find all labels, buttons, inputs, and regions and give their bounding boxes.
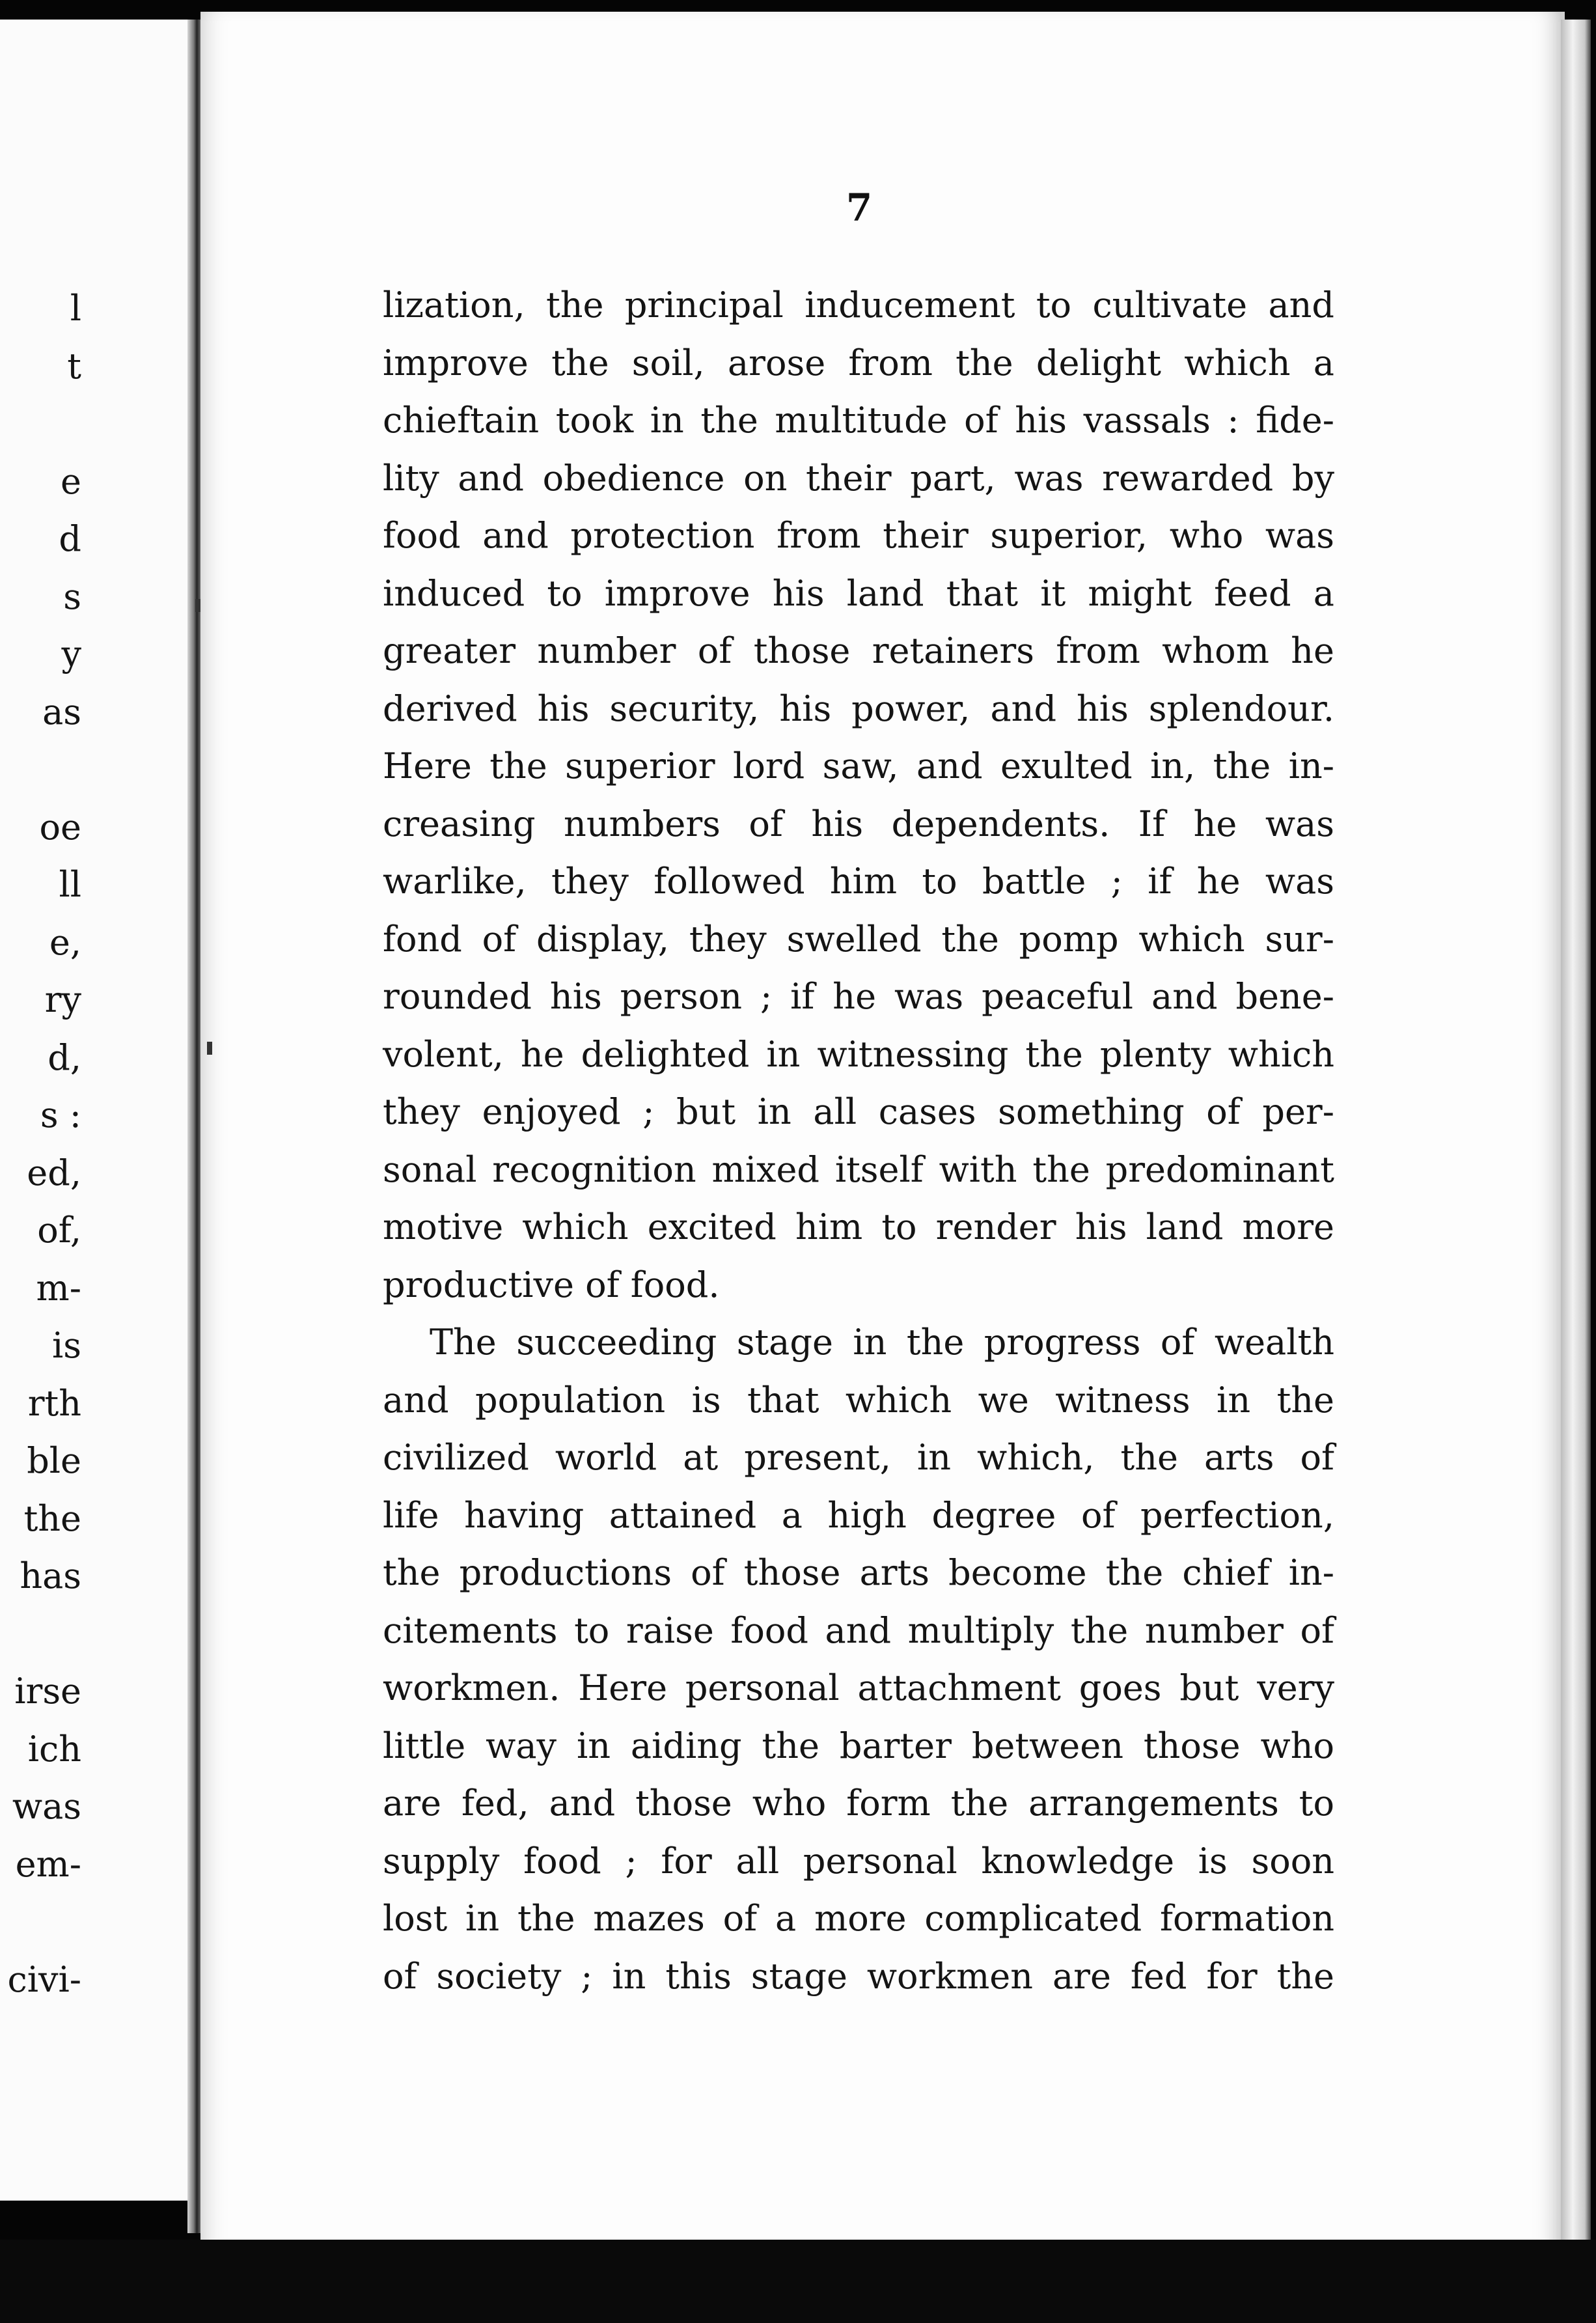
left-fragment: ll	[59, 864, 81, 905]
left-fragment: e,	[49, 921, 81, 963]
scan-bottom-border	[0, 2240, 1596, 2323]
text-line: motive which excited him to render his land more	[383, 1206, 1334, 1247]
left-fragment: m-	[36, 1267, 81, 1309]
left-fragment: has	[20, 1555, 81, 1596]
left-fragment: civi-	[7, 1958, 81, 2000]
text-line: greater number of those retainers from whom he	[383, 630, 1334, 671]
text-line: sonal recognition mixed itself with the predominant	[383, 1148, 1334, 1190]
left-fragment-gap	[0, 1893, 195, 1951]
text-line: warlike, they followed him to battle ; if he was	[383, 861, 1334, 902]
text-line: lity and obedience on their part, was rewarded by	[383, 457, 1334, 499]
left-page-fragments	[0, 280, 195, 2009]
text-line: lost in the mazes of a more complicated formation	[383, 1898, 1334, 1939]
left-fragment: was	[12, 1786, 81, 1827]
left-fragment-gap	[0, 1606, 195, 1663]
text-line: of society ; in this stage workmen are fed for the	[383, 1955, 1334, 1997]
text-line: derived his security, his power, and his splendour.	[383, 688, 1334, 729]
text-line: creasing numbers of his dependents. If he was	[383, 803, 1334, 844]
text-line: chieftain took in the multitude of his vassals : fide-	[383, 400, 1334, 441]
text-line: The succeeding stage in the progress of wealth	[430, 1322, 1334, 1363]
text-line: are fed, and those who form the arrangements to	[383, 1783, 1334, 1824]
gutter-speck	[195, 599, 200, 612]
text-line: and population is that which we witness in the	[383, 1379, 1334, 1421]
gutter-speck	[207, 1042, 212, 1055]
text-line: lization, the principal inducement to cultivate and	[383, 285, 1334, 326]
text-line: food and protection from their superior, who was	[383, 515, 1334, 556]
text-line: little way in aiding the barter between those who	[383, 1725, 1334, 1766]
text-line: rounded his person ; if he was peaceful and bene-	[383, 976, 1334, 1017]
left-fragment: the	[23, 1497, 81, 1539]
text-line: life having attained a high degree of perfection,	[383, 1494, 1334, 1536]
text-line: improve the soil, arose from the delight which a	[383, 342, 1334, 383]
left-fragment: em-	[15, 1843, 81, 1885]
left-fragment: ich	[27, 1728, 81, 1770]
left-fragment-gap	[0, 741, 195, 799]
text-line: fond of display, they swelled the pomp which sur-	[383, 918, 1334, 960]
left-fragment: ed,	[27, 1152, 81, 1193]
page-number: 7	[846, 186, 873, 230]
text-line: supply food ; for all personal knowledge is soon	[383, 1840, 1334, 1882]
text-line: volent, he delighted in witnessing the plenty which	[383, 1033, 1334, 1075]
left-fragment: t	[67, 345, 81, 387]
text-line: induced to improve his land that it might feed a	[383, 572, 1334, 614]
left-fragment: rth	[27, 1382, 81, 1424]
left-fragment: ble	[27, 1440, 81, 1481]
text-line: citements to raise food and multiply the number of	[383, 1609, 1334, 1651]
page-body-text	[383, 277, 1334, 2005]
text-line: Here the superior lord saw, and exulted in, the in-	[383, 745, 1334, 786]
left-fragment: ry	[44, 979, 81, 1020]
text-line: civilized world at present, in which, the arts of	[383, 1437, 1334, 1478]
left-fragment: oe	[39, 806, 81, 848]
left-fragment: s	[63, 576, 81, 617]
left-fragment: is	[52, 1325, 81, 1366]
left-fragment: y	[61, 633, 81, 675]
left-fragment: s :	[40, 1094, 81, 1135]
text-line: the productions of those arts become the chief in-	[383, 1552, 1334, 1593]
text-line: productive of food.	[383, 1264, 720, 1305]
left-fragment: e	[61, 460, 81, 502]
left-fragment: as	[42, 691, 81, 732]
left-fragment: of,	[37, 1210, 81, 1251]
left-fragment: l	[70, 288, 81, 329]
text-line: workmen. Here personal attachment goes but very	[383, 1667, 1334, 1708]
left-fragment: d,	[48, 1036, 81, 1078]
right-page-edge	[1561, 20, 1591, 2246]
left-fragment: irse	[14, 1671, 81, 1712]
text-line: they enjoyed ; but in all cases something of per-	[383, 1091, 1334, 1132]
left-fragment: d	[59, 518, 81, 559]
left-page-edge	[0, 20, 195, 2201]
left-fragment-gap	[0, 395, 195, 453]
